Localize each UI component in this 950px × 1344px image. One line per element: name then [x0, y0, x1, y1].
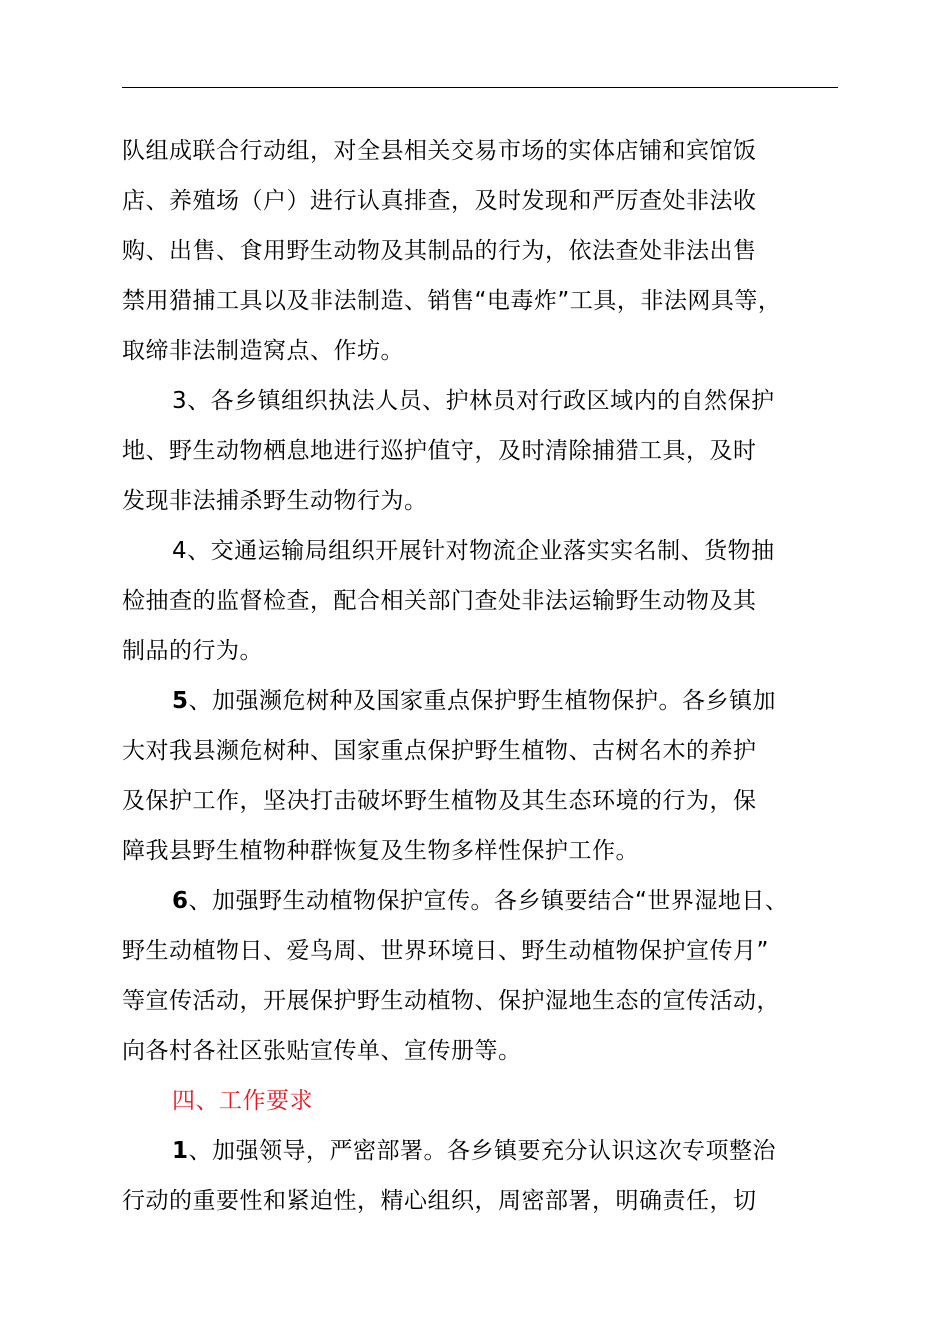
text-line: 地、野生动物栖息地进行巡护值守，及时清除捕猎工具，及时	[122, 438, 757, 464]
text-line: 店、养殖场（户）进行认真排查，及时发现和严厉查处非法收	[122, 188, 757, 214]
item-number: 6	[172, 888, 189, 914]
text-line: 向各村各社区张贴宣传单、宣传册等。	[122, 1038, 522, 1064]
item-number: 1	[172, 1138, 189, 1164]
text-line: 制品的行为。	[122, 638, 263, 664]
text-line: 发现非法捕杀野生动物行为。	[122, 488, 428, 514]
paragraph-4-first-line: 4、交通运输局组织开展针对物流企业落实实名制、货物抽	[172, 538, 775, 564]
text-line: 队组成联合行动组，对全县相关交易市场的实体店铺和宾馆饭	[122, 138, 757, 164]
line-text: 、加强野生动植物保护宣传。各乡镇要结合“世界湿地日、	[188, 888, 789, 914]
text-line: 行动的重要性和紧迫性，精心组织，周密部署，明确责任，切	[122, 1188, 757, 1214]
text-line: 及保护工作，坚决打击破坏野生植物及其生态环境的行为，保	[122, 788, 757, 814]
text-line: 检抽查的监督检查，配合相关部门查处非法运输野生动物及其	[122, 588, 757, 614]
text-line: 购、出售、食用野生动物及其制品的行为，依法查处非法出售	[122, 238, 757, 264]
section-heading: 四、工作要求	[172, 1088, 313, 1114]
text-line: 禁用猎捕工具以及非法制造、销售“电毒炸”工具，非法网具等，	[122, 288, 782, 314]
paragraph-5-first-line	[122, 676, 838, 726]
item-number: 5	[172, 688, 189, 714]
requirement-1-first-line	[122, 1126, 838, 1176]
header-rule	[122, 87, 838, 88]
text-line: 障我县野生植物种群恢复及生物多样性保护工作。	[122, 838, 639, 864]
document-body	[122, 126, 838, 1226]
text-line: 大对我县濒危树种、国家重点保护野生植物、古树名木的养护	[122, 738, 757, 764]
line-text: 、加强濒危树种及国家重点保护野生植物保护。各乡镇加	[188, 688, 777, 714]
text-line: 等宣传活动，开展保护野生动植物、保护湿地生态的宣传活动，	[122, 988, 780, 1014]
line-text: 、加强领导，严密部署。各乡镇要充分认识这次专项整治	[188, 1138, 777, 1164]
paragraph-6-first-line	[122, 876, 838, 926]
text-line: 野生动植物日、爱鸟周、世界环境日、野生动植物保护宣传月”	[122, 938, 769, 964]
paragraph-3-first-line: 3、各乡镇组织执法人员、护林员对行政区域内的自然保护	[172, 388, 775, 414]
text-line: 取缔非法制造窝点、作坊。	[122, 338, 404, 364]
